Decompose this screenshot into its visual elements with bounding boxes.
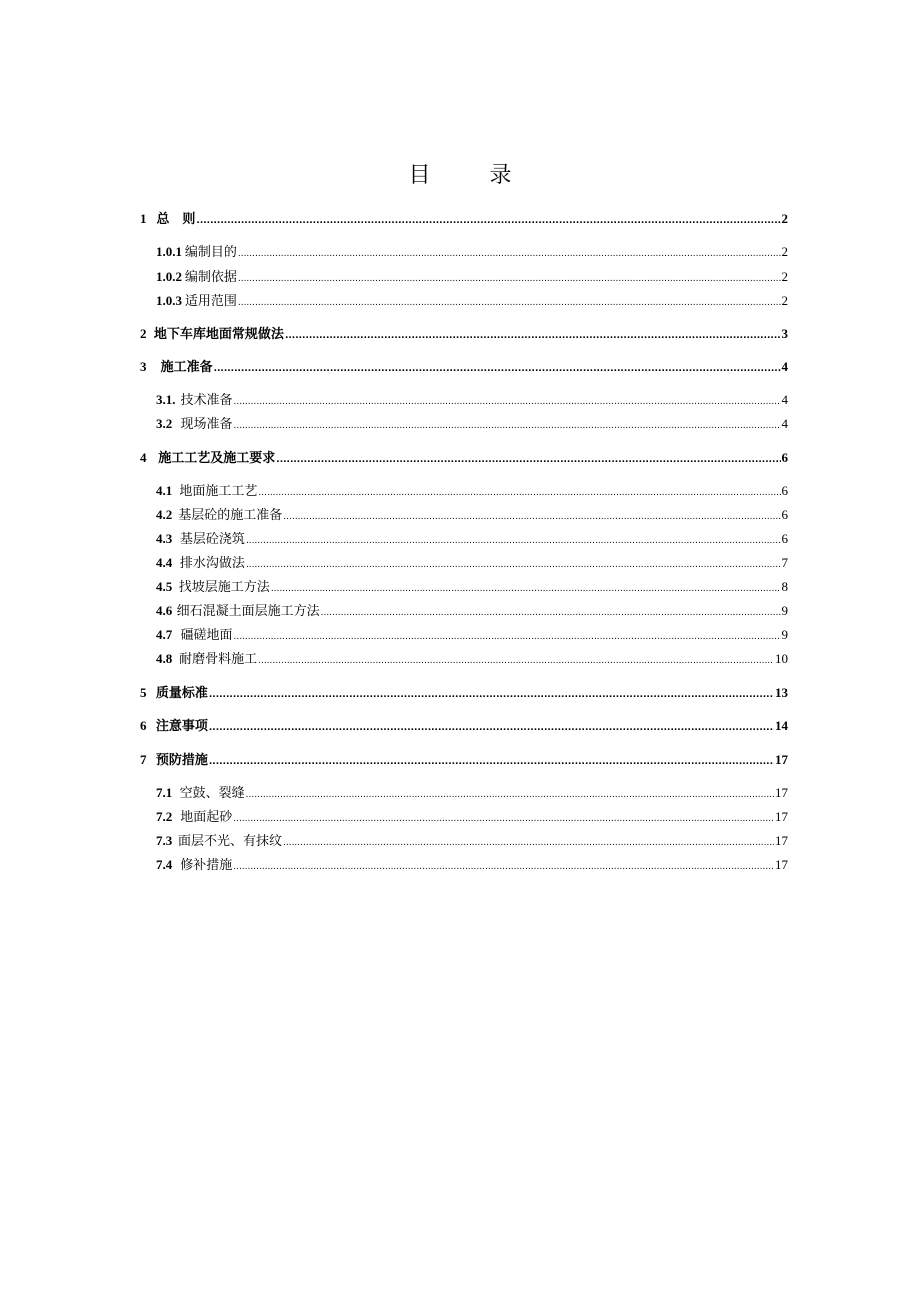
- toc-entry-number: 1.0.1: [156, 244, 182, 259]
- toc-entry-label: 礓磋地面: [180, 628, 233, 643]
- toc-entry-label: 总 则: [156, 212, 196, 227]
- toc-entry-label: 面层不光、有抹纹: [177, 834, 282, 849]
- toc-leader-dots: [233, 858, 774, 876]
- toc-entry[interactable]: [140, 808, 788, 826]
- toc-leader-dots: [283, 834, 774, 852]
- toc-entry-number: 4.3: [156, 531, 173, 546]
- toc-entry-number: 7.3: [156, 833, 173, 848]
- toc-entry-label: 细石混凝土面层施工方法: [176, 604, 320, 619]
- toc-entry-page: 4: [781, 392, 788, 407]
- toc-entry-page: 6: [781, 507, 788, 522]
- toc-leader-dots: [209, 753, 774, 771]
- toc-entry[interactable]: [140, 856, 788, 874]
- toc-entry[interactable]: [140, 391, 788, 409]
- toc-entry-page: 2: [781, 293, 788, 308]
- toc-leader-dots: [276, 451, 780, 469]
- toc-entry-label: 编制依据: [184, 270, 237, 285]
- toc-leader-dots: [209, 686, 774, 704]
- toc-entry[interactable]: [140, 358, 788, 376]
- toc-leader-dots: [233, 393, 780, 411]
- toc-entry-number: 4: [140, 450, 147, 465]
- toc-entry-label: 适用范围: [184, 294, 237, 309]
- toc-entry[interactable]: [140, 751, 788, 769]
- toc-entry[interactable]: [140, 268, 788, 286]
- toc-entry-number: 4.4: [156, 555, 173, 570]
- toc-leader-dots: [246, 786, 774, 804]
- toc-entry-label: 质量标准: [155, 686, 208, 701]
- toc-entry-page: 2: [781, 211, 788, 226]
- toc-entry[interactable]: [140, 292, 788, 310]
- toc-entry-page: 17: [775, 809, 788, 824]
- toc-leader-dots: [285, 327, 781, 345]
- toc-entry-label: 现场准备: [180, 417, 233, 432]
- toc-leader-dots: [258, 484, 780, 502]
- toc-leader-dots: [283, 508, 780, 526]
- toc-entry-page: 4: [781, 359, 788, 374]
- toc-entry-number: 3.1.: [156, 392, 176, 407]
- toc-entry-label: 耐磨骨料施工: [179, 652, 258, 667]
- toc-entry[interactable]: [140, 602, 788, 620]
- toc-entry-number: 3: [140, 359, 147, 374]
- toc-leader-dots: [271, 580, 781, 598]
- toc-entry-page: 17: [775, 752, 788, 767]
- toc-entry-label: 空鼓、裂缝: [179, 786, 245, 801]
- toc-leader-dots: [233, 417, 780, 435]
- toc-entry-page: 6: [781, 450, 788, 465]
- toc-entry-number: 7.1: [156, 785, 173, 800]
- toc-entry-number: 7: [140, 752, 147, 767]
- toc-entry[interactable]: [140, 832, 788, 850]
- toc-entry-label: 编制目的: [184, 245, 237, 260]
- toc-entry[interactable]: [140, 415, 788, 433]
- toc-entry-number: 4.1: [156, 483, 173, 498]
- toc-entry-number: 5: [140, 685, 147, 700]
- toc-entry-number: 1.0.3: [156, 293, 182, 308]
- toc-entry-page: 2: [781, 244, 788, 259]
- toc-entry[interactable]: [140, 449, 788, 467]
- toc-entry[interactable]: [140, 717, 788, 735]
- toc-entry-page: 17: [775, 833, 788, 848]
- toc-entry-page: 13: [775, 685, 788, 700]
- toc-entry-number: 4.2: [156, 507, 173, 522]
- toc-entry[interactable]: [140, 210, 788, 228]
- toc-leader-dots: [258, 652, 774, 670]
- toc-entry-label: 排水沟做法: [179, 556, 245, 571]
- toc-entry-label: 施工工艺及施工要求: [158, 451, 276, 466]
- toc-entry-number: 4.8: [156, 651, 173, 666]
- toc-entry-page: 14: [775, 718, 788, 733]
- toc-entry-number: 1: [140, 211, 147, 226]
- toc-entry-number: 7.4: [156, 857, 173, 872]
- toc-entry-label: 找坡层施工方法: [178, 580, 270, 595]
- toc-entry-page: 17: [775, 785, 788, 800]
- toc-entry-page: 17: [775, 857, 788, 872]
- toc-entry-number: 4.5: [156, 579, 173, 594]
- toc-entry-number: 7.2: [156, 809, 173, 824]
- toc-entry-label: 预防措施: [155, 753, 208, 768]
- toc-entry-page: 8: [781, 579, 788, 594]
- toc-leader-dots: [246, 556, 781, 574]
- toc-entry[interactable]: [140, 325, 788, 343]
- toc-leader-dots: [238, 270, 781, 288]
- toc-leader-dots: [321, 604, 781, 622]
- toc-entry[interactable]: [140, 530, 788, 548]
- toc-entry-page: 4: [781, 416, 788, 431]
- toc-entry-label: 施工准备: [160, 360, 213, 375]
- toc-entry-page: 7: [781, 555, 788, 570]
- toc-leader-dots: [233, 628, 780, 646]
- toc-leader-dots: [209, 719, 774, 737]
- toc-entry-page: 10: [775, 651, 788, 666]
- toc-entry-label: 地面起砂: [180, 810, 233, 825]
- toc-entry[interactable]: [140, 684, 788, 702]
- toc-entry[interactable]: [140, 482, 788, 500]
- toc-entry-label: 基层砼浇筑: [179, 532, 245, 547]
- toc-entry-label: 地下车库地面常规做法: [153, 327, 284, 342]
- toc-entry-number: 2: [140, 326, 147, 341]
- toc-entry[interactable]: [140, 578, 788, 596]
- toc-leader-dots: [214, 360, 781, 378]
- toc-entry-page: 9: [781, 603, 788, 618]
- toc-leader-dots: [238, 294, 781, 312]
- toc-leader-dots: [233, 810, 774, 828]
- toc-entry-label: 地面施工工艺: [179, 484, 258, 499]
- toc-entry[interactable]: [140, 784, 788, 802]
- toc-leader-dots: [246, 532, 781, 550]
- toc-entry-page: 9: [781, 627, 788, 642]
- toc-leader-dots: [196, 212, 780, 230]
- toc-entry[interactable]: [140, 506, 788, 524]
- toc-entry-label: 修补措施: [180, 858, 233, 873]
- toc-title: 目 录: [408, 163, 538, 188]
- toc-entry-page: 3: [781, 326, 788, 341]
- toc-entry-page: 6: [781, 531, 788, 546]
- toc-entry-page: 2: [781, 269, 788, 284]
- toc-entry[interactable]: [140, 554, 788, 572]
- toc-leader-dots: [238, 245, 781, 263]
- toc-entry[interactable]: [140, 650, 788, 668]
- toc-entry-number: 6: [140, 718, 147, 733]
- toc-entry-page: 6: [781, 483, 788, 498]
- toc-entry-number: 3.2: [156, 416, 173, 431]
- toc-entry-number: 1.0.2: [156, 269, 182, 284]
- toc-entry-label: 注意事项: [155, 719, 208, 734]
- toc-entry-label: 技术准备: [180, 393, 233, 408]
- toc-entry[interactable]: [140, 243, 788, 261]
- toc-entry-label: 基层砼的施工准备: [178, 508, 283, 523]
- toc-entry-number: 4.6: [156, 603, 173, 618]
- toc-entry[interactable]: [140, 626, 788, 644]
- toc-entry-number: 4.7: [156, 627, 173, 642]
